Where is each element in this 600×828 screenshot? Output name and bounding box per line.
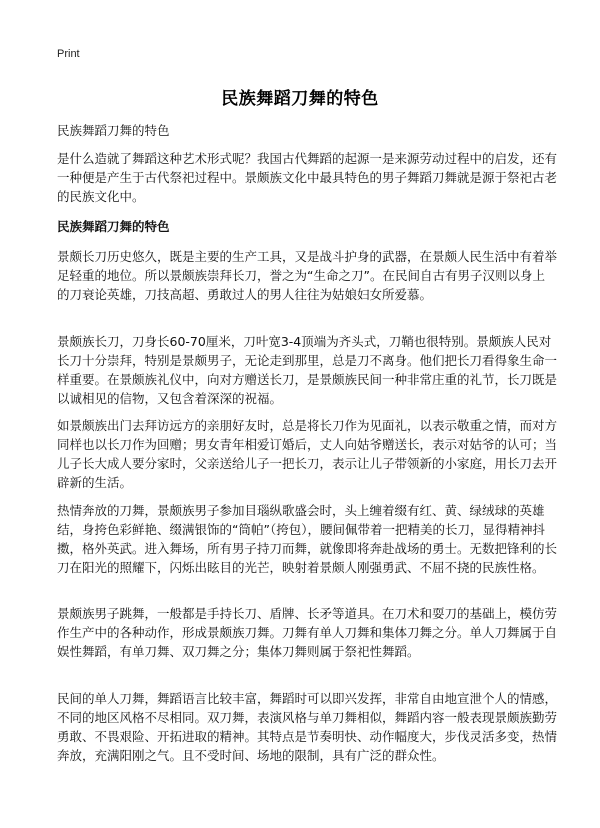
intro-paragraph: 是什么造就了舞蹈这种艺术形式呢？我国古代舞蹈的起源一是来源劳动过程中的启发，还有一种便是产生于古代祭祀过程中。景颇族文化中最具特色的男子舞蹈刀舞就是源于祭祀古老的民族文化中。 xyxy=(57,151,558,204)
print-link[interactable]: Print xyxy=(57,48,80,60)
paragraph-6: 民间的单人刀舞，舞蹈语言比较丰富，舞蹈时可以即兴发挥，非常自由地宣泄个人的情感，不同的地区风格不尽相同。双刀舞，表演风格与单刀舞相似，舞蹈内容一般表现景颇族勤劳勇敢、不畏艰险、开拓进取的精神。其特点是节奏明快、动作幅度大，步伐灵活多变，热情奔放，充满阳刚之气。且不受时间、场地的限制，具有广泛的群众性。 xyxy=(57,691,558,763)
paragraph-1: 景颇长刀历史悠久，既是主要的生产工具，又是战斗护身的武器，在景颇人民生活中有着举足轻重的地位。所以景颇族崇拜长刀，誉之为“生命之刀”。在民间自古有男子汉则以身上的刀衰论英雄，刀技高超、勇敢过人的男人往往为姑娘妇女所爱慕。 xyxy=(57,249,558,302)
paragraph-2: 景颇族长刀，刀身长60-70厘米，刀叶宽3-4顶端为齐头式，刀鞘也很特别。景颇族人民对长刀十分崇拜，特别是景颇男子，无论走到那里，总是刀不离身。他们把长刀看得象生命一样重要。在景颇族礼仪中，向对方赠送长刀，是景颇族民间一种非常庄重的礼节，长刀既是以诚相见的信物，又包含着深深的祝福。 xyxy=(57,334,558,406)
paragraph-4: 热情奔放的刀舞，景颇族男子参加目瑙纵歌盛会时，头上缠着缀有红、黄、绿绒球的英雄结，身挎色彩鲜艳、缀满银饰的“筒帕”（挎包），腰间佩带着一把精美的长刀，显得精神抖擞，格外英武。进入舞场，所有男子持刀而舞，就像即将奔赴战场的勇士。无数把锋利的长刀在阳光的照耀下，闪烁出眩目的光芒，映射着景颇人刚强勇武、不屈不挠的民族性格。 xyxy=(57,503,558,575)
page-title: 民族舞蹈刀舞的特色 xyxy=(221,89,379,109)
section-heading: 民族舞蹈刀舞的特色 xyxy=(57,219,170,234)
paragraph-5: 景颇族男子跳舞，一般都是手持长刀、盾牌、长矛等道具。在刀术和耍刀的基础上，模仿劳作生产中的各种动作，形成景颇族刀舞。刀舞有单人刀舞和集体刀舞之分。单人刀舞属于自娱性舞蹈，有单刀舞、双刀舞之分；集体刀舞则属于祭祀性舞蹈。 xyxy=(57,606,558,659)
paragraph-3: 如景颇族出门去拜访远方的亲朋好友时，总是将长刀作为见面礼，以表示敬重之情，而对方同样也以长刀作为回赠；男女青年相爱订婚后，丈人向姑爷赠送长，表示对姑爷的认可；当儿子长大成人要分家时，父亲送给儿子一把长刀，表示让儿子带领新的小家庭，用长刀去开辟新的生活。 xyxy=(57,418,558,490)
subtitle: 民族舞蹈刀舞的特色 xyxy=(57,123,170,138)
